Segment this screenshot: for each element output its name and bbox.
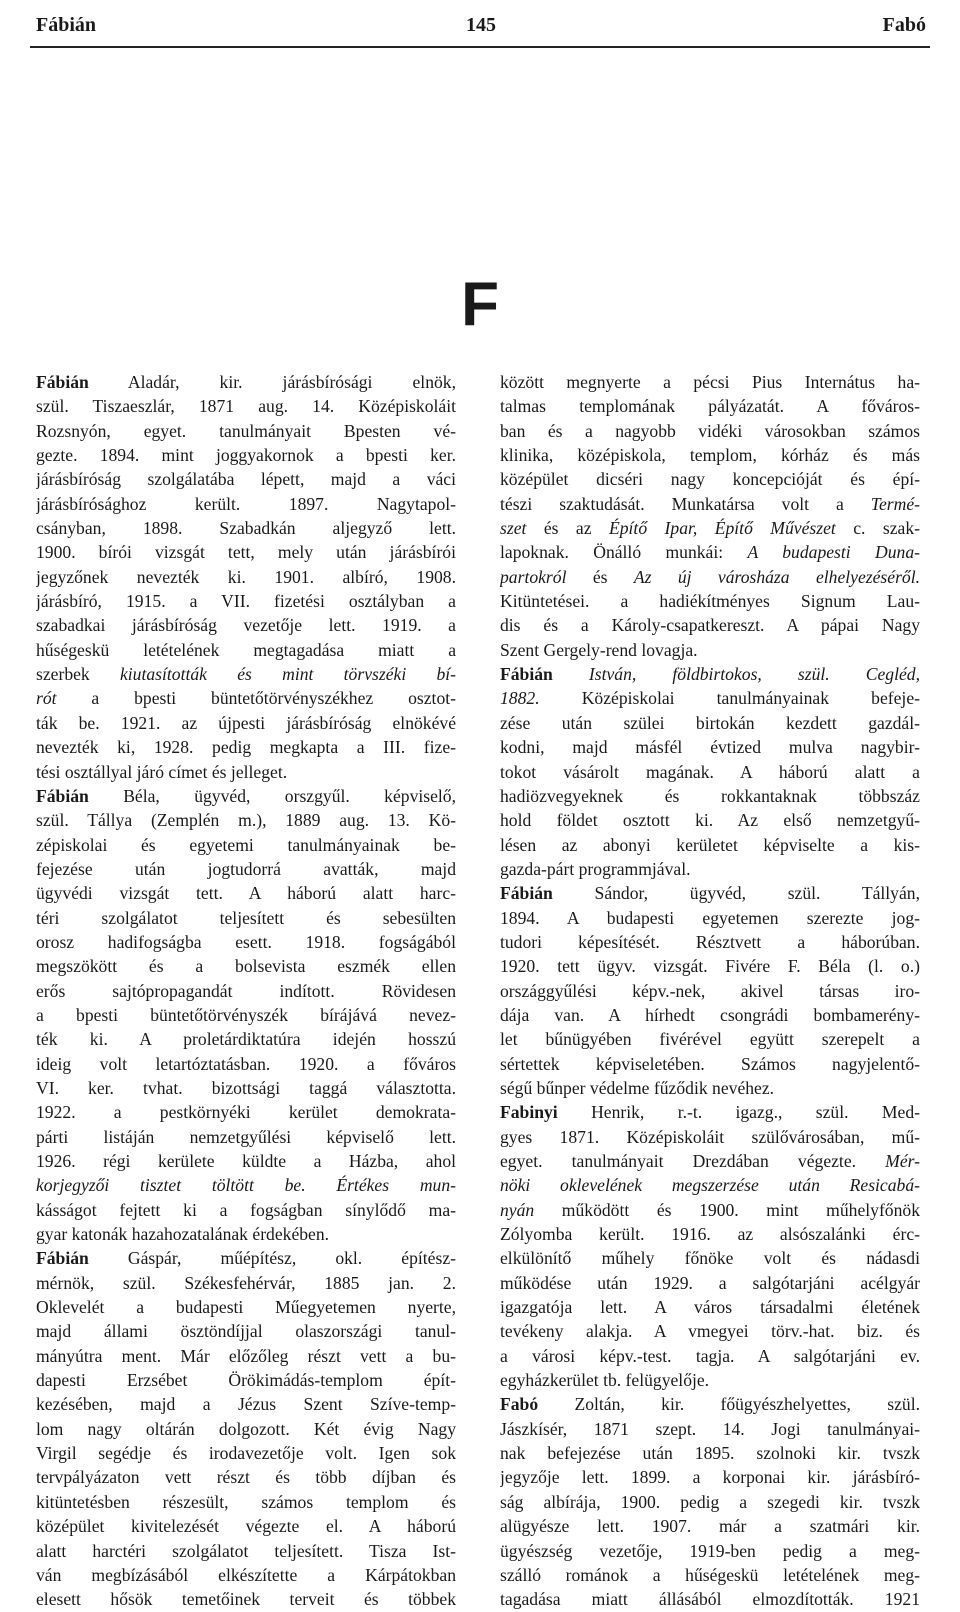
text-line xyxy=(36,1076,456,1100)
text-run: c. szak- xyxy=(835,518,920,539)
text-run: jegyzőnek nevezték ki. 1901. albíró, 1908. xyxy=(36,566,456,587)
text-line xyxy=(500,394,920,418)
text-run: a városi képv.-test. tagja. A salgótarjáni ev. xyxy=(500,1345,920,1366)
text-run: majd állami ösztöndíjjal olaszországi tanul- xyxy=(36,1321,456,1342)
text-line xyxy=(36,1539,456,1563)
text-run: középület dicséri nagy koncepcióját és épí- xyxy=(500,469,920,490)
text-line xyxy=(36,419,456,443)
text-run: nak befejezése után 1895. szolnoki kir. tvszk xyxy=(500,1443,920,1464)
text-run: mérnök, szül. Székesfehérvár, 1885 jan. 2. xyxy=(36,1272,456,1293)
text-run: talmas templomának pályázatát. A főváros- xyxy=(500,396,920,417)
text-run: a bpesti büntetőtörvényszékhez osztot- xyxy=(56,688,456,709)
text-line xyxy=(36,735,456,759)
text-line xyxy=(500,930,920,954)
text-line xyxy=(36,1344,456,1368)
text-run: VI. ker. tvhat. bizottsági taggá választotta. xyxy=(36,1077,456,1098)
text-run: járásbírósághoz került. 1897. Nagytapol- xyxy=(36,493,456,514)
text-line xyxy=(500,1173,920,1197)
text-run: járásbíróság szolgálatába lépett, majd a váci xyxy=(36,469,456,490)
text-run: Aladár, kir. járásbírósági elnök, xyxy=(88,372,456,392)
text-run: jegyzője lett. 1899. a korponai kir. járásbíró- xyxy=(500,1467,920,1488)
text-run: 1926. régi kerülete küldte a Házba, ahol xyxy=(36,1151,456,1171)
text-line xyxy=(36,954,456,978)
text-run: 1900. bírói vizsgát tett, mely után járásbírói xyxy=(36,542,456,563)
text-run: tudori képesítését. Résztvett a háborúban. xyxy=(500,931,920,952)
text-line xyxy=(36,881,456,905)
text-line xyxy=(36,662,456,686)
text-line xyxy=(36,1222,456,1246)
text-run: nevezték ki, 1928. pedig megkapta a III. fize- xyxy=(36,737,456,758)
entry-headword: Fábián xyxy=(500,883,553,904)
text-line xyxy=(36,1563,456,1587)
text-line xyxy=(36,857,456,881)
text-line xyxy=(500,954,920,978)
text-line xyxy=(36,1052,456,1076)
text-run xyxy=(553,664,589,684)
text-run: tevékeny alakja. A vmegyei törv.-hat. biz. és xyxy=(500,1321,920,1342)
text-line xyxy=(36,516,456,540)
text-line xyxy=(36,833,456,857)
text-line xyxy=(500,1100,920,1124)
text-run: egyet. tanulmányait Drezdában végezte. xyxy=(500,1151,886,1171)
text-run: gazda-párt programmjával. xyxy=(500,858,691,879)
text-run: ság albírája, 1900. pedig a szegedi kir. tvszk xyxy=(500,1491,920,1512)
running-head xyxy=(36,14,926,46)
text-run: Henrik, r.-t. igazg., szül. Med- xyxy=(557,1102,920,1123)
header-first-entry: Fábián xyxy=(36,14,97,36)
text-line xyxy=(36,613,456,637)
page-number: 145 xyxy=(466,14,496,36)
text-run: párti listáján nemzetgyűlési képviselő lett. xyxy=(36,1126,456,1147)
text-run: egyházkerület tb. felügyelője. xyxy=(500,1370,710,1391)
text-run: 1920. tett ügyv. vizsgát. Fivére F. Béla (l. o.) xyxy=(500,956,920,977)
text-run: tészi szaktudását. Munkatársa volt a xyxy=(500,493,871,514)
text-run: Sándor, ügyvéd, szül. Tállyán, xyxy=(552,883,920,904)
text-run: ségű bűnper védelme fűződik nevéhez. xyxy=(500,1077,775,1098)
text-run: A budapesti Duna- xyxy=(747,542,920,563)
section-letter: F xyxy=(461,270,499,339)
text-line xyxy=(500,1417,920,1441)
text-run: hűségeskü letételének megtagadása miatt a xyxy=(36,639,456,660)
text-run: téri szolgálatot teljesített és sebesülten xyxy=(36,907,456,928)
text-line xyxy=(500,467,920,491)
text-run: 1922. a pestkörnyéki kerület demokrata- xyxy=(36,1102,456,1123)
text-line xyxy=(500,735,920,759)
text-line xyxy=(500,833,920,857)
text-run: szerbek xyxy=(36,664,120,685)
text-run: dája van. A hírhedt csongrádi bombamerény- xyxy=(500,1004,920,1025)
text-line xyxy=(36,1100,456,1124)
entry-headword: Fábián xyxy=(500,664,553,685)
text-run: 1882. xyxy=(500,688,540,709)
text-run: kiutasították és mint törvszéki bí- xyxy=(119,664,456,685)
text-run: ták be. 1921. az újpesti járásbíróság elnökévé xyxy=(36,712,456,733)
text-line xyxy=(500,1368,920,1392)
text-run: középület kivitelezését végezte el. A háború xyxy=(36,1516,456,1537)
text-run: Virgil segédje és irodavezetője volt. Igen sok xyxy=(36,1443,456,1464)
text-line xyxy=(36,1295,456,1319)
entry-headword: Fábián xyxy=(36,372,89,392)
text-run: sértettek képviseletében. Számos nagyjelentő- xyxy=(500,1053,920,1074)
text-run: ván megbízásából elkészítette a Kárpátokban xyxy=(36,1564,456,1585)
text-run: rót xyxy=(36,688,57,709)
text-run: alügyésze lett. 1907. már a szatmári kir. xyxy=(500,1516,920,1537)
text-line xyxy=(36,1173,456,1197)
text-run: igazgatója lett. A város társadalmi életének xyxy=(500,1297,920,1318)
text-run: ban és a nagyobb vidéki városokban számos xyxy=(500,420,920,441)
text-line xyxy=(500,1344,920,1368)
text-run: ügyvédi vizsgát tett. A háború alatt harc- xyxy=(36,883,456,904)
entry-headword: Fabinyi xyxy=(500,1102,558,1123)
text-line xyxy=(500,1052,920,1076)
text-run: korjegyzői tisztet töltött be. Értékes mun- xyxy=(36,1175,456,1196)
text-run: országgyűlési képv.-nek, akivel társas iro- xyxy=(500,980,920,1001)
text-line xyxy=(500,686,920,710)
text-line xyxy=(36,1271,456,1295)
text-line xyxy=(500,711,920,735)
text-line xyxy=(36,638,456,662)
text-line xyxy=(500,784,920,808)
text-run: lapoknak. Önálló munkái: xyxy=(500,542,748,563)
text-run: a bpesti büntetőtörvényszék bírájává nevez- xyxy=(36,1004,456,1025)
text-run: hadiözvegyeknek és rokkantaknak többszáz xyxy=(500,785,920,806)
text-run: Béla, ügyvéd, orszgyűl. képviselő, xyxy=(88,785,456,806)
text-run: gyes 1871. Középiskoláit szülővárosában, mű- xyxy=(500,1126,920,1147)
text-run: dapesti Erzsébet Örökimádás-templom épít- xyxy=(36,1370,456,1391)
text-run: szabadkai járásbíróság vezetője lett. 1919. a xyxy=(36,615,456,636)
text-line xyxy=(36,906,456,930)
text-run: tervpályázaton vett részt és több díjban és xyxy=(36,1467,456,1488)
text-run: működött és 1900. mint műhelyfőnök xyxy=(534,1199,920,1220)
text-run: kezésében, majd a Jézus Szent Szíve-temp- xyxy=(36,1394,456,1415)
text-run: Mér- xyxy=(885,1151,920,1171)
text-line xyxy=(500,1490,920,1514)
text-line xyxy=(36,1125,456,1149)
text-run: ték ki. A proletárdiktatúra idején hosszú xyxy=(36,1029,456,1050)
text-line xyxy=(500,1295,920,1319)
text-line xyxy=(36,1003,456,1027)
entry-headword: Fábián xyxy=(36,1248,89,1269)
right-column xyxy=(500,370,920,1612)
text-line xyxy=(36,1027,456,1051)
text-line xyxy=(500,1222,920,1246)
text-line xyxy=(36,1441,456,1465)
text-run: 1894. A budapesti egyetemen szerezte jog- xyxy=(500,907,920,928)
text-line xyxy=(500,1027,920,1051)
text-line xyxy=(500,662,920,686)
text-run: csányban, 1898. Szabadkán aljegyző lett. xyxy=(36,518,456,539)
text-line xyxy=(500,1271,920,1295)
text-line xyxy=(500,1125,920,1149)
text-line xyxy=(500,516,920,540)
text-run: között megnyerte a pécsi Pius Internátus ha- xyxy=(500,372,920,392)
text-run: Oklevelét a budapesti Műegyetemen nyerte, xyxy=(36,1297,456,1318)
text-run: járásbíró, 1915. a VII. fizetési osztályban a xyxy=(36,591,456,612)
text-run: zése után szülei birtokán kezdett gazdál- xyxy=(500,712,920,733)
text-line xyxy=(500,370,920,394)
text-line xyxy=(36,1490,456,1514)
text-line xyxy=(36,930,456,954)
text-run: és xyxy=(566,566,634,587)
text-line xyxy=(500,979,920,1003)
text-run: nyán xyxy=(500,1199,535,1220)
text-run: Szent Gergely-rend lovagja. xyxy=(500,639,698,660)
text-run: kodni, majd másfél évtized mulva nagybir- xyxy=(500,737,920,758)
text-line xyxy=(500,906,920,930)
text-run: gyar katonák hazahozatalának érdekében. xyxy=(36,1224,330,1245)
left-column xyxy=(36,370,456,1612)
text-line xyxy=(500,1563,920,1587)
text-line xyxy=(36,565,456,589)
text-line xyxy=(36,686,456,710)
text-line xyxy=(500,613,920,637)
text-line xyxy=(500,1587,920,1611)
text-run: klinika, középiskola, templom, kórház és más xyxy=(500,445,920,466)
text-line xyxy=(500,443,920,467)
text-run: mányútra ment. Már előzőleg részt vett a bu- xyxy=(36,1345,456,1366)
text-line xyxy=(36,1465,456,1489)
text-run: fejezése után jogtudorrá avatták, majd xyxy=(36,858,456,879)
text-line xyxy=(500,1149,920,1173)
text-line xyxy=(36,760,456,784)
text-line xyxy=(36,540,456,564)
text-run: Kitüntetései. a hadiékítményes Signum Lau- xyxy=(500,591,920,612)
text-run: Jászkísér, 1871 szept. 14. Jogi tanulmányai- xyxy=(500,1418,920,1439)
text-line xyxy=(500,857,920,881)
text-line xyxy=(500,1319,920,1343)
text-run: szálló románok a hűségeskü letételének meg- xyxy=(500,1564,920,1585)
text-line xyxy=(500,638,920,662)
text-run: alatt harctéri szolgálatot teljesített. Tisza Ist- xyxy=(36,1540,456,1561)
text-line xyxy=(36,784,456,808)
text-line xyxy=(500,1465,920,1489)
text-run: működése után 1929. a salgótarjáni acélgyár xyxy=(500,1272,920,1293)
text-run: kásságot fejtett ki a fogságban sínylődő ma- xyxy=(36,1199,456,1220)
text-run: gezte. 1894. mint joggyakornok a bpesti ker. xyxy=(36,445,456,466)
text-run: elkülönítő műhely főnöke volt és nádasdi xyxy=(500,1248,920,1269)
text-run: tokot vásárolt magának. A háború alatt a xyxy=(500,761,920,782)
text-line xyxy=(36,1392,456,1416)
text-run: orosz hadifogságba esett. 1918. fogságából xyxy=(36,931,456,952)
text-line xyxy=(36,589,456,613)
text-line xyxy=(500,760,920,784)
text-line xyxy=(500,1003,920,1027)
text-run: tagadása miatt állásából elmozdították. 1921 xyxy=(500,1589,920,1610)
text-run: Gáspár, műépítész, okl. építész- xyxy=(88,1248,456,1269)
text-line xyxy=(500,881,920,905)
text-line xyxy=(36,1319,456,1343)
text-run: Az új városháza elhelyezéséről. xyxy=(633,566,920,587)
text-line xyxy=(500,540,920,564)
text-run: szül. Tiszaeszlár, 1871 aug. 14. Középiskoláit xyxy=(36,396,456,417)
text-run: szet xyxy=(500,518,527,539)
header-rule xyxy=(30,46,930,48)
text-run: István, földbirtokos, szül. Cegléd, xyxy=(588,664,920,685)
text-run: Építő Ipar, Építő Művészet xyxy=(609,518,836,539)
text-run: kitüntetésben részesült, számos templom és xyxy=(36,1491,456,1512)
text-line xyxy=(36,492,456,516)
text-run: erős sajtópropagandát indított. Rövidesen xyxy=(36,980,456,1001)
text-line xyxy=(500,1539,920,1563)
text-run: Középiskolai tanulmányainak befeje- xyxy=(539,688,920,709)
text-run: dis és a Károly-csapatkereszt. A pápai Nagy xyxy=(500,615,920,636)
text-line xyxy=(36,394,456,418)
text-line xyxy=(36,711,456,735)
text-run: lésen az abonyi kerületet képviselte a kis- xyxy=(500,834,920,855)
text-line xyxy=(500,492,920,516)
text-line xyxy=(36,1368,456,1392)
text-line xyxy=(36,1198,456,1222)
text-line xyxy=(500,1076,920,1100)
text-line xyxy=(500,565,920,589)
text-run: elesett hősök temetőinek terveit és többek xyxy=(36,1589,456,1610)
text-line xyxy=(500,1514,920,1538)
text-run: Zólyomba került. 1916. az alsószalánki érc- xyxy=(500,1224,920,1245)
text-line xyxy=(36,979,456,1003)
text-line xyxy=(500,419,920,443)
text-run: hold földet osztott ki. Az első nemzetgyű- xyxy=(500,810,920,831)
text-run: Rozsnyón, egyet. tanulmányait Bpesten vé- xyxy=(36,420,456,441)
text-run: lom nagy oltárán dolgozott. Két évig Nagy xyxy=(36,1418,456,1439)
text-line xyxy=(500,1198,920,1222)
text-run: Termé- xyxy=(870,493,920,514)
text-line xyxy=(36,1587,456,1611)
text-run: nöki oklevelének megszerzése után Resicabá- xyxy=(500,1175,920,1196)
text-run: és az xyxy=(526,518,609,539)
text-line xyxy=(500,808,920,832)
text-line xyxy=(36,1246,456,1270)
text-line xyxy=(500,1441,920,1465)
text-run: ügyészség vezetője, 1919-ben pedig a meg- xyxy=(500,1540,920,1561)
header-last-entry: Fabó xyxy=(882,14,926,36)
text-line xyxy=(500,589,920,613)
text-run: partokról xyxy=(500,566,567,587)
entry-headword: Fábián xyxy=(36,785,89,806)
text-line xyxy=(36,370,456,394)
text-line xyxy=(36,808,456,832)
text-line xyxy=(36,467,456,491)
text-run: tési osztállyal járó címet és jelleget. xyxy=(36,761,288,782)
text-line xyxy=(36,443,456,467)
text-run: let bűnügyében fivérével együtt szerepelt a xyxy=(500,1029,920,1050)
text-line xyxy=(36,1514,456,1538)
entry-headword: Fabó xyxy=(500,1394,539,1415)
text-line xyxy=(500,1392,920,1416)
text-run: zépiskolai és egyetemi tanulmányainak be- xyxy=(36,834,456,855)
text-run: ideig volt letartóztatásban. 1920. a főváros xyxy=(36,1053,456,1074)
text-line xyxy=(36,1149,456,1173)
text-line xyxy=(36,1417,456,1441)
text-run: megszökött és a bolsevista eszmék ellen xyxy=(36,956,456,977)
text-line xyxy=(500,1246,920,1270)
text-run: szül. Tállya (Zemplén m.), 1889 aug. 13. Kö- xyxy=(36,810,456,831)
text-run: Zoltán, kir. főügyészhelyettes, szül. xyxy=(538,1394,920,1415)
